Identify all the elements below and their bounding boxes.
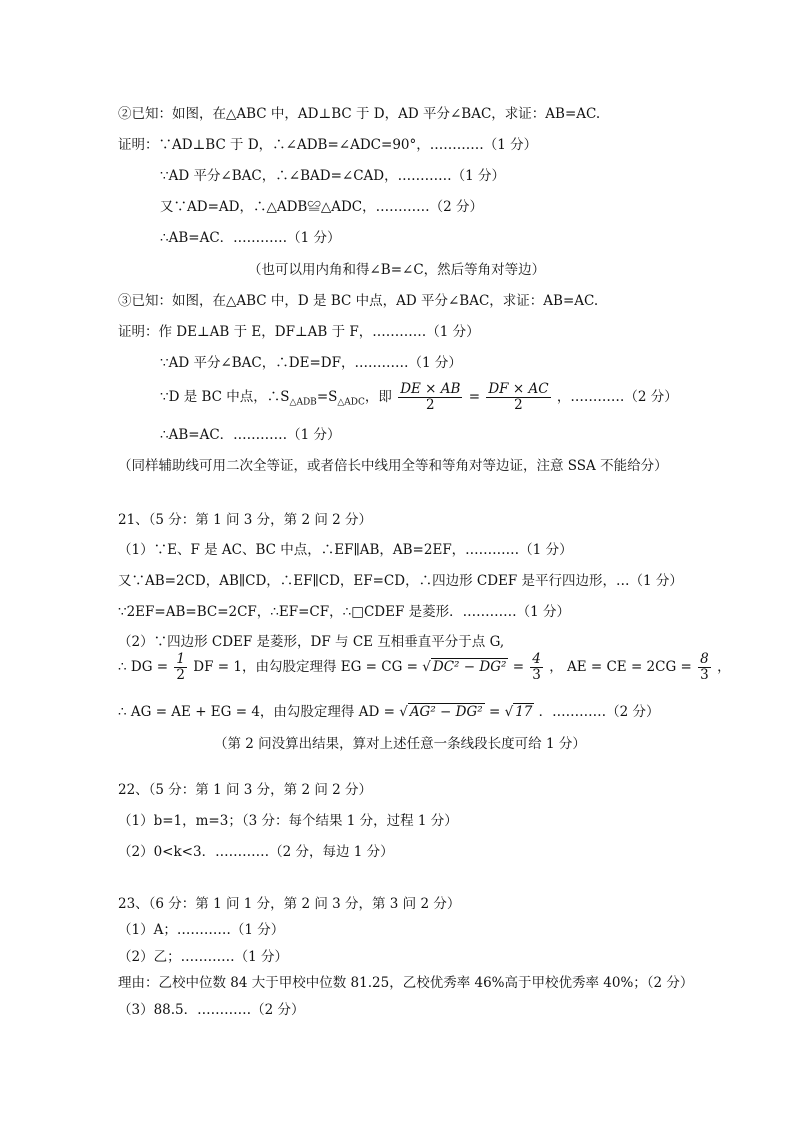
question-header: 22、（5 分：第 1 问 3 分，第 2 问 2 分） — [118, 782, 372, 798]
fraction: $\frac{DF \times AC}{2}$ — [488, 381, 549, 413]
fraction: $\frac{4}{3}$ — [532, 651, 541, 683]
fraction: $\frac{8}{3}$ — [700, 651, 709, 683]
text-line: 又∵AB=2CD，AB∥CD，∴EF∥CD，EF=CD，∴四边形 CDEF 是平行四边形，…（1 分） — [118, 573, 683, 589]
text-line: （1）A；…………（1 分） — [118, 922, 285, 938]
text-line: ∴AB=AC．…………（1 分） — [160, 230, 341, 246]
question-header: 21、（5 分：第 1 问 3 分，第 2 问 2 分） — [118, 512, 372, 528]
text-line: ③已知：如图，在△ABC 中，D 是 BC 中点，AD 平分∠BAC，求证：AB=AC. — [118, 293, 599, 309]
text-line: （3）88.5．…………（2 分） — [118, 1002, 305, 1018]
sqrt-symbol: √ — [422, 659, 431, 675]
note-line: （也可以用内角和得∠B=∠C，然后等角对等边） — [248, 262, 546, 278]
fraction: $\frac{1}{2}$ — [176, 651, 185, 683]
text-line: 理由：乙校中位数 84 大于甲校中位数 81.25，乙校优秀率 46%高于甲校优秀率 40%；（2 分） — [118, 975, 694, 991]
text-line: （1）∵E、F 是 AC、BC 中点，∴EF∥AB，AB=2EF，…………（1 分） — [118, 542, 573, 558]
text-line: ∵AD 平分∠BAC，∴∠BAD=∠CAD，…………（1 分） — [160, 168, 505, 184]
sqrt-symbol: √ — [399, 704, 408, 720]
text-line: 又∵AD=AD，∴△ADB≌△ADC，…………（2 分） — [160, 199, 483, 215]
text-line: （2）0<k<3．…………（2 分，每边 1 分） — [118, 844, 394, 860]
formula-area-ratio: ∵D 是 BC 中点，$\therefore S_{\triangle ADB}=S_{\triangle ADC}$，即 $\frac{DE \times AB}{2}$ = $\frac{DF \times AC}{2}$ ，…………（2 分） — [160, 381, 678, 413]
text-line: ∴AB=AC．…………（1 分） — [160, 427, 341, 443]
text-line: ∵AD 平分∠BAC，∴DE=DF，…………（1 分） — [160, 355, 462, 371]
text-line: ∵2EF=AB=BC=2CF，∴EF=CF，∴□CDEF 是菱形．…………（1 分） — [118, 604, 570, 620]
formula-dg-eg: ∴ DG = $\frac{1}{2}$ DF = 1，由勾股定理得 EG = CG = √ DC² − DG² = $\frac{4}{3}$ ， AE = CE = 2CG = $\frac{8}{3}$ ， — [118, 651, 731, 683]
sqrt-symbol: √ — [504, 704, 514, 720]
fraction: $\frac{DE \times AB}{2}$ — [400, 381, 461, 413]
question-header: 23、（6 分：第 1 问 1 分，第 2 问 3 分，第 3 问 2 分） — [118, 896, 461, 912]
note-line: （第 2 问没算出结果，算对上述任意一条线段长度可给 1 分） — [214, 736, 586, 752]
text-line: 证明：作 DE⊥AB 于 E，DF⊥AB 于 F，…………（1 分） — [118, 324, 480, 340]
text-line: （2）乙；…………（1 分） — [118, 949, 288, 965]
text-line: 证明：∵AD⊥BC 于 D，∴∠ADB=∠ADC=90°，…………（1 分） — [118, 137, 538, 153]
note-line: （同样辅助线可用二次全等证，或者倍长中线用全等和等角对等边证，注意 SSA 不能给分） — [118, 458, 668, 474]
text-line: （1）b=1，m=3；（3 分：每个结果 1 分，过程 1 分） — [118, 813, 458, 829]
text-line: ②已知：如图，在△ABC 中，AD⊥BC 于 D，AD 平分∠BAC，求证：AB=AC. — [118, 106, 601, 122]
text-line: （2）∵四边形 CDEF 是菱形，DF 与 CE 互相垂直平分于点 G, — [118, 634, 505, 650]
formula-ag-ad: ∴ AG = AE + EG = 4，由勾股定理得 AD = √ AG² − DG² = √ 17 ．…………（2 分） — [118, 704, 660, 720]
